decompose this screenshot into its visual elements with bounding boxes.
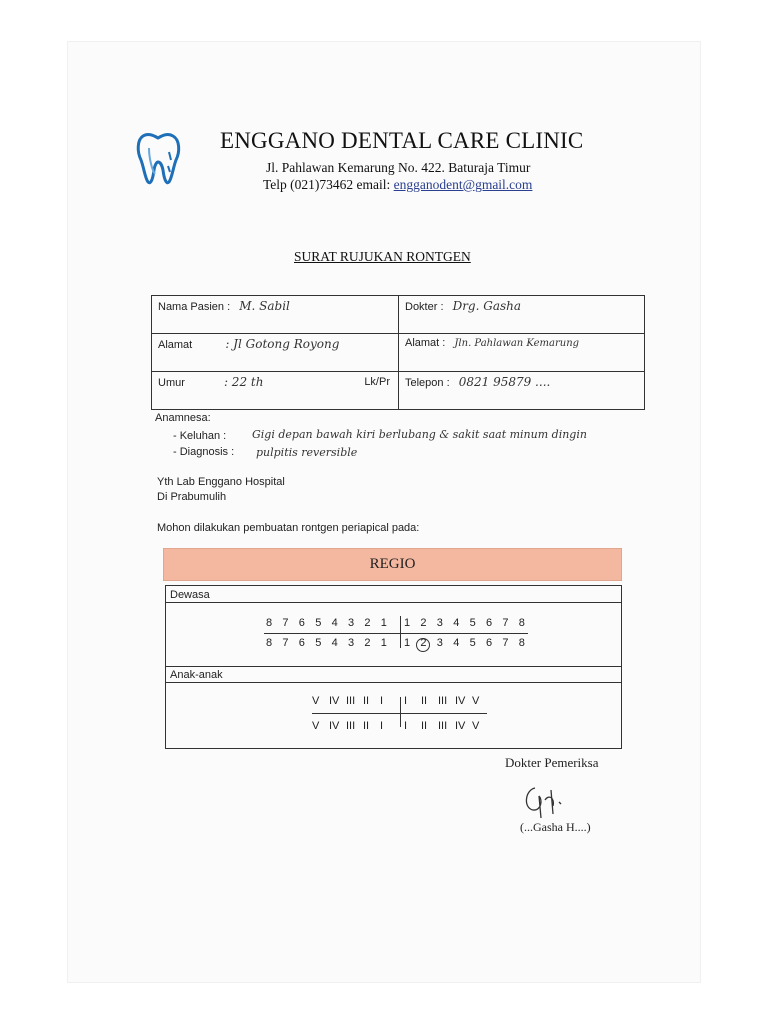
dewasa-midline — [400, 616, 401, 648]
tooth-upper-right-3[interactable]: 4 — [453, 617, 460, 629]
tooth-child-lower-right-4[interactable]: V — [472, 720, 480, 732]
tooth-child-upper-right-4[interactable]: V — [472, 695, 480, 707]
regio-header: REGIO — [163, 548, 622, 581]
tooth-child-lower-left-2[interactable]: III — [346, 720, 356, 732]
alamat2-value: Jln. Pahlawan Kemarung — [454, 338, 580, 349]
alamat-value: : Jl Gotong Royong — [225, 337, 340, 351]
table-row — [152, 334, 645, 372]
tooth-child-upper-left-1[interactable]: IV — [329, 695, 340, 707]
alamat-cell — [152, 334, 399, 372]
tooth-upper-left-3[interactable]: 5 — [315, 617, 322, 629]
tooth-child-upper-left-2[interactable]: III — [346, 695, 356, 707]
nama-label: Nama Pasien : — [158, 301, 231, 313]
tooth-child-lower-right-3[interactable]: IV — [455, 720, 466, 732]
tooth-upper-right-6[interactable]: 7 — [502, 617, 509, 629]
keluhan-label: - Keluhan : — [173, 430, 227, 442]
signature-title: Dokter Pemeriksa — [505, 755, 599, 770]
tooth-lower-left-2[interactable]: 6 — [298, 637, 305, 649]
tooth-child-lower-right-0[interactable]: I — [404, 720, 408, 732]
recipient-line-1: Yth Lab Enggano Hospital — [157, 476, 285, 488]
tooth-upper-left-4[interactable]: 4 — [331, 617, 338, 629]
email-link[interactable]: engganodent@gmail.com — [393, 177, 533, 192]
diagnosis-value: pulpitis reversible — [256, 446, 358, 459]
clinic-contact — [263, 177, 532, 193]
tooth-upper-right-2[interactable]: 3 — [436, 617, 443, 629]
request-text: Mohon dilakukan pembuatan rontgen periapical pada: — [157, 522, 420, 534]
signature-name: (...Gasha H....) — [520, 820, 591, 834]
table-row — [152, 296, 645, 334]
telepon-value: 0821 95879 .... — [458, 375, 551, 389]
dokter-cell — [399, 296, 645, 334]
dewasa-label: Dewasa — [170, 589, 210, 601]
umur-cell — [152, 372, 399, 410]
anak-label: Anak-anak — [170, 669, 223, 681]
tooth-icon — [135, 130, 181, 190]
tooth-upper-left-0[interactable]: 8 — [266, 617, 273, 629]
tooth-lower-right-5[interactable]: 6 — [486, 637, 493, 649]
tooth-lower-right-0[interactable]: 1 — [404, 637, 411, 649]
tooth-upper-left-6[interactable]: 2 — [364, 617, 371, 629]
sex-value: Lk/Pr — [364, 376, 390, 388]
nama-cell — [152, 296, 399, 334]
tooth-child-upper-left-4[interactable]: I — [380, 695, 384, 707]
document-title: SURAT RUJUKAN RONTGEN — [294, 249, 471, 264]
tooth-chart — [165, 585, 622, 749]
dewasa-occlusal-line — [264, 633, 528, 634]
tooth-lower-left-4[interactable]: 4 — [331, 637, 338, 649]
tooth-upper-right-1[interactable]: 2 — [420, 617, 427, 629]
tooth-child-lower-right-2[interactable]: III — [438, 720, 448, 732]
tooth-child-lower-right-1[interactable]: II — [421, 720, 428, 732]
dokter-label: Dokter : — [405, 301, 444, 313]
patient-info-table — [151, 295, 645, 410]
tooth-upper-right-5[interactable]: 6 — [486, 617, 493, 629]
tooth-child-lower-left-1[interactable]: IV — [329, 720, 340, 732]
tooth-upper-right-0[interactable]: 1 — [404, 617, 411, 629]
contact-text: Telp (021)73462 email: — [263, 177, 394, 192]
anamnesa-heading: Anamnesa: — [155, 412, 211, 424]
tooth-child-upper-left-3[interactable]: II — [363, 695, 370, 707]
tooth-child-lower-left-0[interactable]: V — [312, 720, 320, 732]
tooth-lower-right-7[interactable]: 8 — [518, 637, 525, 649]
tooth-lower-right-1[interactable]: 2 — [420, 637, 427, 649]
recipient-line-2: Di Prabumulih — [157, 491, 227, 503]
alamat2-cell — [399, 334, 645, 372]
telepon-label: Telepon : — [405, 377, 450, 389]
tooth-upper-left-7[interactable]: 1 — [380, 617, 387, 629]
tooth-child-upper-right-0[interactable]: I — [404, 695, 408, 707]
dokter-value: Drg. Gasha — [452, 299, 522, 313]
tooth-child-upper-right-1[interactable]: II — [421, 695, 428, 707]
clinic-name: ENGGANO DENTAL CARE CLINIC — [220, 128, 584, 153]
alamat-label: Alamat — [158, 339, 193, 351]
nama-value: M. Sabil — [239, 299, 290, 313]
umur-label: Umur — [158, 377, 185, 389]
tooth-child-lower-left-4[interactable]: I — [380, 720, 384, 732]
tooth-lower-left-0[interactable]: 8 — [266, 637, 273, 649]
alamat2-label: Alamat : — [405, 337, 446, 349]
tooth-lower-left-5[interactable]: 3 — [348, 637, 355, 649]
anak-midline — [400, 697, 401, 727]
clinic-address: Jl. Pahlawan Kemarung No. 422. Baturaja Timur — [266, 160, 531, 175]
tooth-lower-left-3[interactable]: 5 — [315, 637, 322, 649]
diagnosis-label: - Diagnosis : — [173, 446, 235, 458]
umur-value: : 22 th — [223, 375, 264, 389]
table-row — [152, 372, 645, 410]
tooth-upper-left-5[interactable]: 3 — [348, 617, 355, 629]
tooth-lower-right-6[interactable]: 7 — [502, 637, 509, 649]
tooth-child-lower-left-3[interactable]: II — [363, 720, 370, 732]
divider — [166, 666, 621, 667]
tooth-upper-left-2[interactable]: 6 — [298, 617, 305, 629]
tooth-child-upper-right-3[interactable]: IV — [455, 695, 466, 707]
tooth-lower-left-7[interactable]: 1 — [380, 637, 387, 649]
tooth-child-upper-left-0[interactable]: V — [312, 695, 320, 707]
tooth-lower-right-3[interactable]: 4 — [453, 637, 460, 649]
tooth-upper-left-1[interactable]: 7 — [282, 617, 289, 629]
recipient-block — [157, 475, 285, 505]
tooth-lower-left-1[interactable]: 7 — [282, 637, 289, 649]
tooth-lower-left-6[interactable]: 2 — [364, 637, 371, 649]
tooth-lower-right-2[interactable]: 3 — [436, 637, 443, 649]
tooth-child-upper-right-2[interactable]: III — [438, 695, 448, 707]
tooth-lower-right-4[interactable]: 5 — [469, 637, 476, 649]
tooth-upper-right-7[interactable]: 8 — [518, 617, 525, 629]
tooth-upper-right-4[interactable]: 5 — [469, 617, 476, 629]
divider — [166, 682, 621, 683]
divider — [166, 602, 621, 603]
keluhan-value: Gigi depan bawah kiri berlubang & sakit saat minum dingin — [252, 428, 587, 441]
telepon-cell — [399, 372, 645, 410]
